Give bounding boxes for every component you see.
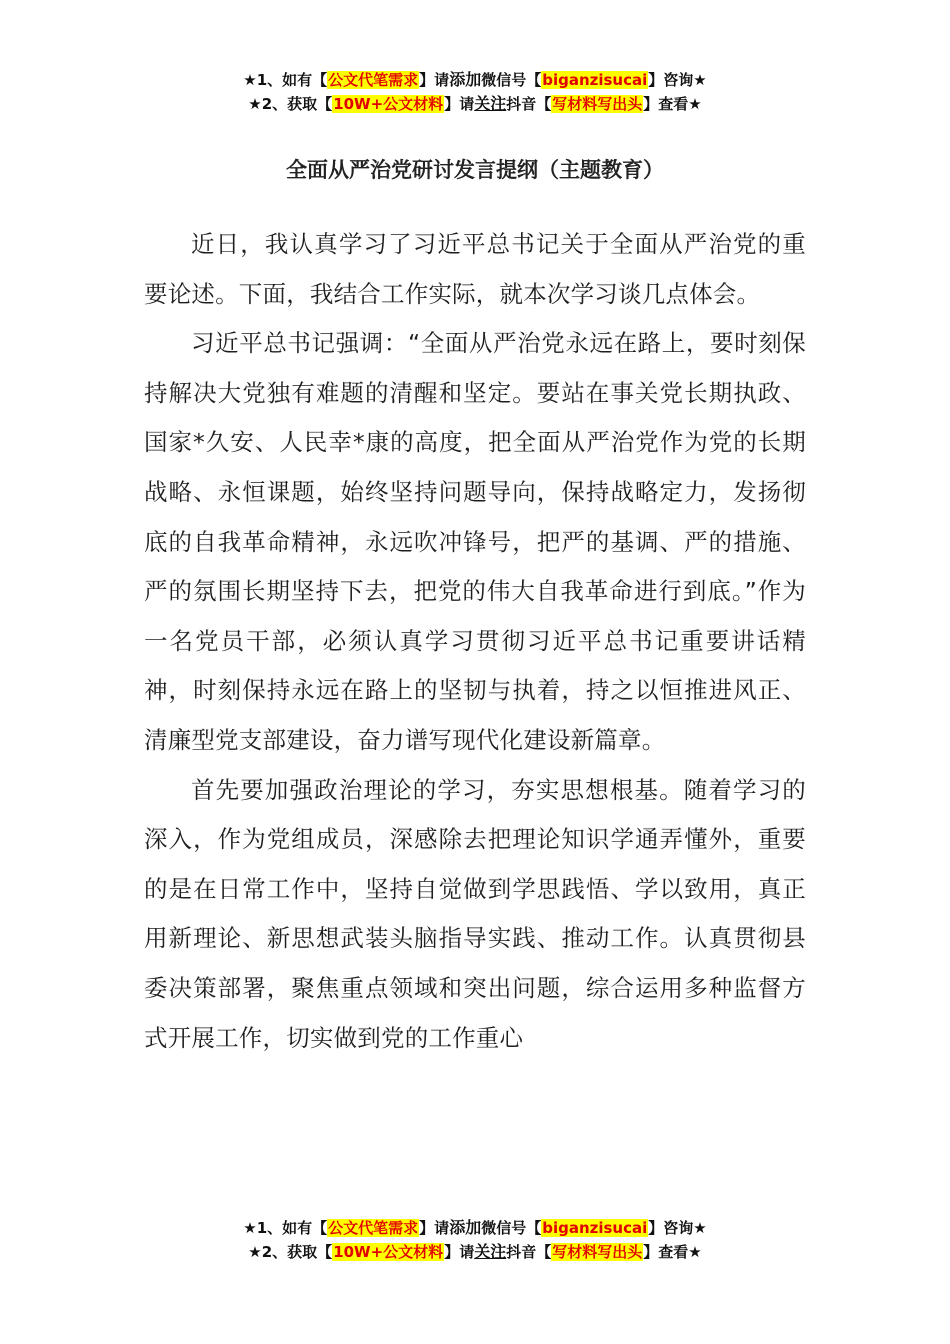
document-title: 全面从严治党研讨发言提纲（主题教育）	[286, 158, 664, 182]
promo-text: ★1、如有【	[243, 71, 328, 89]
promo-highlight: 公文代笔需求	[328, 71, 419, 89]
promo-text: 】请	[444, 95, 475, 113]
promo-text: 】咨询★	[648, 71, 707, 89]
promo-text: 】咨询★	[648, 1219, 707, 1237]
promo-text: 】请	[444, 1243, 475, 1261]
promo-emphasis: 添加	[449, 1218, 482, 1237]
promo-emphasis: 关注	[474, 94, 507, 113]
promo-text: 抖音【	[506, 1243, 552, 1261]
document-body	[144, 220, 806, 1063]
body-paragraph: 首先要加强政治理论的学习，夯实思想根基。随着学习的深入，作为党组成员，深感除去把理论知识学通弄懂外，重要的是在日常工作中，坚持自觉做到学思践悟、学以致用，真正用新理论、新思想武装头脑指导实践、推动工作。认真贯彻县委决策部署，聚焦重点领域和突出问题，综合运用多种监督方式开展工作，切实做到党的工作重心	[144, 775, 806, 1052]
promo-emphasis: 添加	[449, 70, 482, 89]
promo-text: ★2、获取【	[248, 1243, 333, 1261]
promo-text: ★1、如有【	[243, 1219, 328, 1237]
promo-line-1	[0, 68, 950, 92]
promo-highlight: 10W+公文材料	[333, 95, 444, 113]
promo-highlight: 公文代笔需求	[328, 1219, 419, 1237]
promo-line-1	[0, 1216, 950, 1240]
promo-douyin-id: 写材料写出头	[552, 95, 643, 113]
body-paragraph: 习近平总书记强调：“全面从严治党永远在路上，要时刻保持解决大党独有难题的清醒和坚定。要站在事关党长期执政、国家*久安、人民幸*康的高度，把全面从严治党作为党的长期战略、永恒课题，始终坚持问题导向，保持战略定力，发扬彻底的自我革命精神，永远吹冲锋号，把严的基调、严的措施、严的氛围长期坚持下去，把党的伟大自我革命进行到底。”作为一名党员干部，必须认真学习贯彻习近平总书记重要讲话精神，时刻保持永远在路上的坚韧与执着，持之以恒推进风正、清廉型党支部建设，奋力谱写现代化建设新篇章。	[144, 329, 806, 754]
promo-wechat-id: biganzisucai	[542, 1219, 648, 1237]
promo-footer	[0, 1216, 950, 1264]
promo-highlight: 10W+公文材料	[333, 1243, 444, 1261]
promo-text: 】请	[419, 71, 450, 89]
promo-text: 抖音【	[506, 95, 552, 113]
promo-text: 】查看★	[643, 95, 702, 113]
body-paragraph: 近日，我认真学习了习近平总书记关于全面从严治党的重要论述。下面，我结合工作实际，就本次学习谈几点体会。	[144, 230, 806, 308]
promo-text: 微信号【	[481, 71, 542, 89]
promo-line-2	[0, 92, 950, 116]
promo-text: ★2、获取【	[248, 95, 333, 113]
promo-text: 】查看★	[643, 1243, 702, 1261]
promo-text: 】请	[419, 1219, 450, 1237]
promo-line-2	[0, 1240, 950, 1264]
promo-douyin-id: 写材料写出头	[552, 1243, 643, 1261]
promo-emphasis: 关注	[474, 1242, 507, 1261]
promo-wechat-id: biganzisucai	[542, 71, 648, 89]
promo-header	[0, 68, 950, 116]
promo-text: 微信号【	[481, 1219, 542, 1237]
